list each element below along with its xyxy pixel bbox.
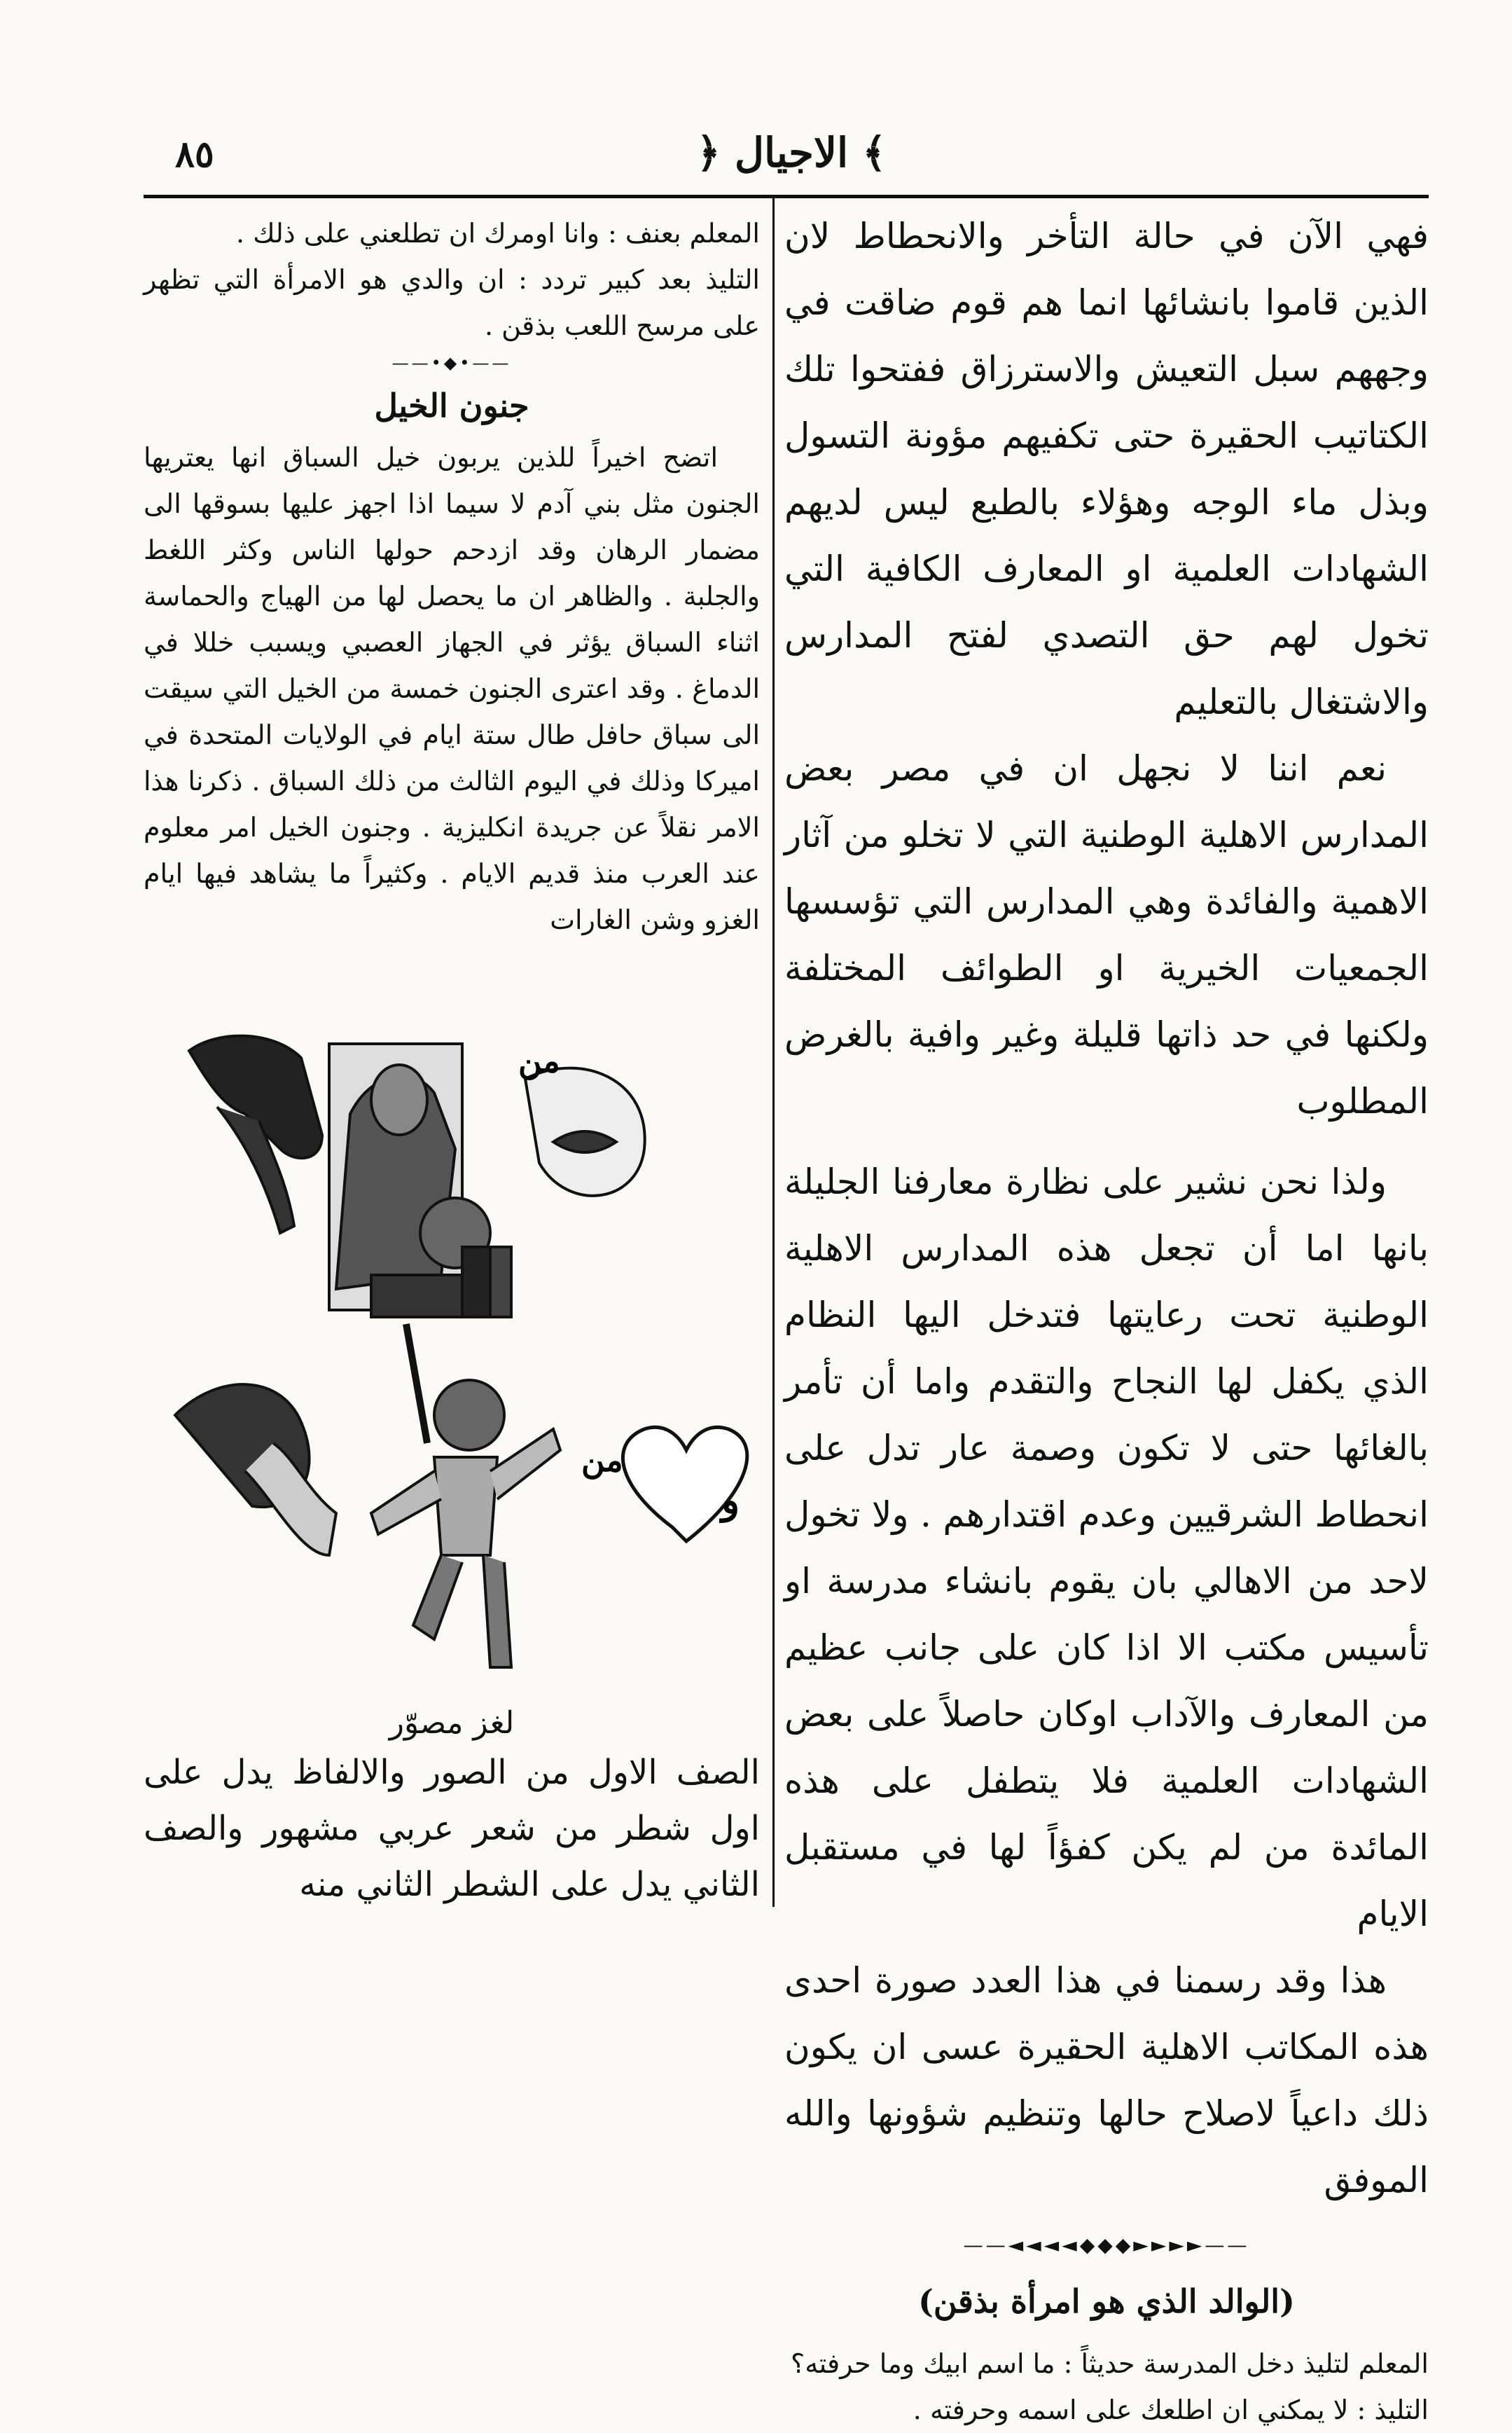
right-column bbox=[784, 203, 1429, 2433]
section-title: جنون الخيل bbox=[374, 387, 529, 425]
paragraph: فهي الآن في حالة التأخر والانحطاط لان الذين قاموا بانشائها انما هم قوم ضاقت في وجههم سبل التعيش والاسترزاق ففتحوا تلك الكتاتيب الحقيرة حتى تكفيهم مؤونة التسول وبذل ماء الوجه وهؤلاء بالطبع ليس لديهم الشهادات العلمية او المعارف الكافية التي تخول لهم حق التصدي لفتح المدارس والاشتغال بالتعليم bbox=[784, 216, 1429, 722]
ornament-divider: ——►►►►◆◆◆◄◄◄◄—— bbox=[963, 2233, 1250, 2256]
rebus-caption-block bbox=[144, 1702, 760, 1912]
anecdote-line: التليذ بعد كبير تردد : ان والدي هو الامرأة التي تظهر على مرسح اللعب بذقن . bbox=[144, 264, 760, 341]
paragraph: نعم اننا لا نجهل ان في مصر بعض المدارس الاهلية الوطنية التي لا تخلو من آثار الاهمية والفائدة وهي المدارس التي تؤسسها الجمعيات الخيرية او الطوائف المختلفة ولكنها في حد ذاتها قليلة وغير وافية بالغرض المطلوب bbox=[784, 748, 1429, 1122]
scholar-drawing bbox=[329, 1044, 511, 1317]
jumping-man-drawing bbox=[371, 1324, 560, 1667]
header-rule bbox=[144, 195, 1429, 198]
rebus-illustration bbox=[161, 1023, 756, 1695]
left-column bbox=[144, 210, 760, 943]
page-header bbox=[154, 126, 1429, 189]
paragraph: ولذا نحن نشير على نظارة معارفنا الجليلة بانها اما أن تجعل هذه المدارس الاهلية الوطنية تحت رعايتها فتدخل اليها النظام الذي يكفل لها النجاح والتقدم واما أن تأمر بالغائها حتى لا تكون وصمة عار تدل على انحطاط الشرقيين وعدم اقتدارهم . ولا تخول لاحد من الاهالي بان يقوم بانشاء مدرسة او تأسيس مكتب الا اذا كان على جانب عظيم من المعارف والآداب اوكان حاصلاً على بعض الشهادات العلمية فلا يتطفل على هذه المائدة من لم يكن كفؤاً لها في مستقبل الايام bbox=[784, 1162, 1429, 1934]
anecdote-line: المعلم لتليذ دخل المدرسة حديثاً : ما اسم ابيك وما حرفته؟ bbox=[791, 2348, 1429, 2379]
anecdote-line: المعلم بعنف : وانا اومرك ان تطلعني على ذلك . bbox=[236, 218, 760, 249]
journal-title: ﴿ الاجيال ﴾ bbox=[696, 129, 887, 177]
rebus-drawing bbox=[161, 1023, 756, 1695]
anecdote-line: التليذ : لا يمكني ان اطلعك على اسمه وحرفته . bbox=[913, 2394, 1429, 2425]
riddle-text: الصف الاول من الصور والالفاظ يدل على اول شطر من شعر عربي مشهور والصف الثاني يدل على الشطر الثاني منه bbox=[144, 1753, 760, 1904]
rebus-waw: و bbox=[721, 1477, 740, 1522]
paragraph: هذا وقد رسمنا في هذا العدد صورة احدى هذه المكاتب الاهلية الحقيرة عسى ان يكون ذلك داعياً لاصلاح حالها وتنظيم شؤونها والله الموفق bbox=[784, 1960, 1429, 2200]
page-number: ٨٥ bbox=[175, 133, 214, 176]
eye-hand-drawing bbox=[175, 1384, 336, 1555]
column-divider bbox=[772, 198, 775, 1907]
rebus-caption: لغز مصوّر bbox=[389, 1705, 515, 1741]
rebus-word: من bbox=[581, 1441, 623, 1479]
hand-drawing bbox=[189, 1036, 322, 1233]
anecdote-title: (الوالد الذي هو امرأة بذقن) bbox=[918, 2282, 1295, 2320]
mouth-drawing bbox=[525, 1068, 645, 1196]
section-text: اتضح اخيراً للذين يربون خيل السباق انها يعتريها الجنون مثل بني آدم لا سيما اذا اجهز عليها بسوقها الى مضمار الرهان وقد ازدحم حولها الناس وكثر اللغط والجلبة . والظاهر ان ما يحصل لها من الهياج والحماسة اثناء السباق يؤثر في الجهاز العصبي ويسبب خللا في الدماغ . وقد اعترى الجنون خمسة من الخيل التي سيقت الى سباق حافل طال ستة ايام في الولايات المتحدة في اميركا وذلك في اليوم الثالث من ذلك السباق . ذكرنا هذا الامر نقلاً عن جريدة انكليزية . وجنون الخيل امر معلوم عند العرب منذ قديم الايام . وكثيراً ما يشاهد فيها ايام الغزو وشن الغارات bbox=[144, 442, 760, 935]
ornament-divider: ——•◆•—— bbox=[391, 353, 512, 373]
rebus-word: من bbox=[518, 1042, 560, 1080]
